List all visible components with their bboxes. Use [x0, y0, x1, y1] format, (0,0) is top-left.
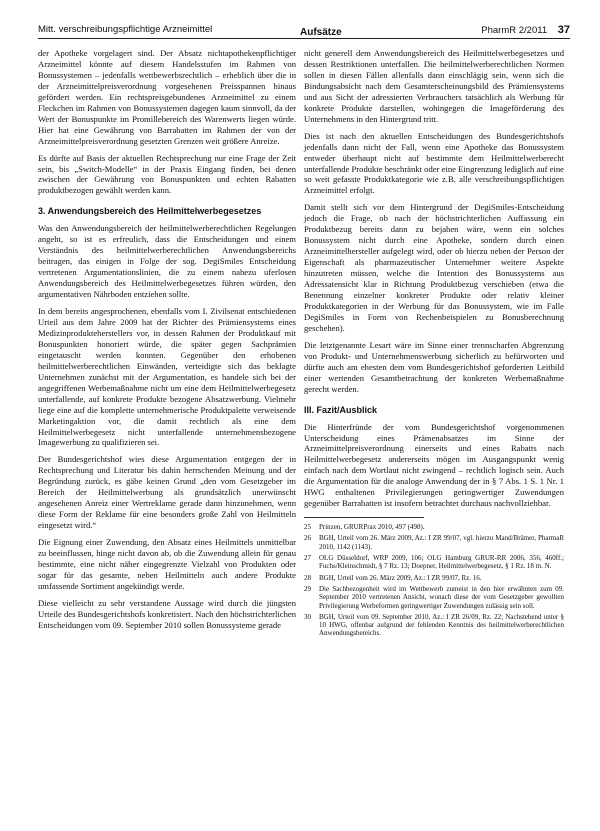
paragraph: Dies ist nach den aktuellen Entscheidungen des Bundesgerichtshofs jedenfalls dann nicht der Fall, wenn eine Apotheke das Bonussystem entweder überhaupt nicht auf bestimmte dem Heilmittelwerberecht unterfallende Produkte beschränkt oder eine Eingrenzung lediglich auf eine so weit gefasste Produktkategorie wie z.B. alle verschreibungspflichtigen Arzneimittel erfolgt. — [304, 130, 564, 196]
paragraph: Was den Anwendungsbereich der heilmittelwerberechtlichen Regelungen angeht, so ist es erfreulich, dass die Entscheidungen und einem Verständnis des heilmittelwerberechtlichen Anwendungsbereichs beitragen, das einigen in Folge der sog. DegiSmiles Entscheidung vertretenen Argumentationslinien, die zu einem nahezu uferlosen Anwendungsbereich des Heilmittelwerbegesetzes führen würden, den argumentativen Nährboden entziehen sollte. — [38, 223, 296, 300]
page-number: 37 — [557, 24, 570, 36]
section-heading: 3. Anwendungsbereich des Heilmittelwerbegesetzes — [38, 206, 262, 217]
footnote: 30 BGH, Urteil vom 09. September 2010, Az.: I ZR 26/09, Rz. 22; Nachstehend unter § 10 HWG, offenbar aufgrund der fehlenden Kenntnis des heilmittelwerberechtlichen Anwendungsbereichs. — [304, 612, 564, 638]
section-label: Aufsätze — [300, 27, 342, 38]
footnote: 29 Die Sachbezogenheit wird im Wettbewerb zumeist in den hier erwähnten zum 09. September 2010 vertretenen Ansicht, wonach diese der vom Gesetzgeber gewollten Privilegierung Werbeformen geringwertiger Zuwendungen zulässig sein soll. — [304, 584, 564, 610]
paragraph: Die letztgenannte Lesart wäre im Sinne einer trennscharfen Abgrenzung von Produkt- und Unternehmenswerbung sicherlich zu befürworten und dürfte auch am ehesten dem vom Bundesgerichtshof geforderten Leitbild einer wertenden Gesamtbetrachtung der konkreten Werbemaßnahme gerecht werden. — [304, 339, 564, 394]
paragraph: Der Bundesgerichtshof wies diese Argumentation entgegen der in Rechtsprechung und Literatur bis dahin herrschenden Meinung und der Begründung zurück, es gäbe keinen Grund „den vom Gesetzgeber im Bereich der Heilmittelwerbung als grundsätzlich unerwünscht angesehenen Anreiz einer Wertreklame gerade dann hinzunehmen, wenn diese Form der Reklame für eine besonders große Zahl von Heilmitteln eingesetzt wird.“ — [38, 454, 296, 531]
journal-ref — [481, 24, 570, 36]
paragraph: Diese vielleicht zu sehr verstandene Aussage wird durch die jüngsten Urteile des Bundesgerichtshofs konkretisiert. Nach den höchstrichterlichen Entscheidungen vom 09. September 2010 sollen Bonussysteme gerade — [38, 597, 296, 630]
running-title: Mitt. verschreibungspflichtige Arzneimittel — [38, 24, 213, 35]
paragraph: Damit stellt sich vor dem Hintergrund der DegiSmiles-Entscheidung jedoch die Frage, ob nach der höchstrichterlichen Auffassung ein Produktbezug bereits dann zu bejahen wäre, wenn ein solches Bonussystem nicht durch eine Apotheke, sondern durch einen Arzneimittelhersteller aufgelegt wird, oder ob hierzu neben der Person der Eigenschaft als pharmazeutischer Unternehmer weitere Aspekte hinzutreten müssen, welche die Intention des Bonussystems aus Adressatensicht klar in Richtung Produktbezug verschieben (etwa die Benennung einzelner konkreter Produkte oder relativ kleiner Produktkategorien in der Werbung für das Bonussystem, wie im Falle DegiSmiles in Form von Rechenbeispielen zu Bonusberechnung geschehen). — [304, 202, 564, 333]
journal-issue: PharmR 2/2011 — [481, 25, 548, 36]
paragraph: Die Hinterfründe der vom Bundesgerichtshof vorgenommenen Unterscheidung eines Prämenabsatzes im Sinne der Arzneimittelpreisverordnung einerseits und eines Rabatts nach Heilmittelwerbegesetz andererseits mögen im Ausgangspunkt wenig einfach nach dem Wortlaut nicht zwingend – rechtlich logisch sein. Auch die Argumentation für die analoge Anwendung der in § 7 Abs. 1 S. 1 Nr. 1 HWG enthaltenen Privilegierungen geringwertiger Zuwendungen gegenüber Barrabatten ist insofern betrachtet durchaus nachvollziehbar. — [304, 421, 564, 509]
paragraph: der Apotheke vorgelagert sind. Der Absatz nichtapothekenpflichtiger Arzneimittel könnte auf diesem Handelsstufen im Rahmen von Bonussystemen – jedenfalls wettbewerbsrechtlich – erheblich über die in der Arzneimittelpreisverordnung vorgesehenen Preisspannen hinaus gefördert werden. Ein rechtspreisgebundenes Arzneimittel zu einem Fleckchen im Rahmen von Bonussystemen dagegen kaum sinnvoll, da der Wert der Bonuspunkte im Promillebereich des Warenwerts liegen würde. Hier hat eine Gewährung von Barrabatten im Rahmen der von der Arzneimittelpreisverordnung gesetzten Grenzen weit größere Anreize. — [38, 48, 296, 146]
paragraph: Es dürfte auf Basis der aktuellen Rechtsprechung nur eine Frage der Zeit sein, bis „Switch-Modelle“ in der Praxis Eingang finden, bei denen zwischen der Gewährung von Bonuspunkten und echten Rabatten produktbezogen gewählt werden kann. — [38, 152, 296, 196]
paragraph: Die Eignung einer Zuwendung, den Absatz eines Heilmittels unmittelbar zu beeinflussen, hinge nicht davon ab, ob die Zuwendung allein für genau bestimmte, eine nicht näher eingegrenzte Vielzahl von Produkten oder sogar für das gesamte, neben Heilmitteln auch andere Produkte umfassende Sortiment angekündigt werde. — [38, 537, 296, 591]
right-column — [304, 48, 564, 641]
header-rule — [38, 38, 570, 39]
footnote: 27 OLG Düsseldorf, WRP 2009, 106; OLG Hamburg GRUR-RR 2006, 356, 460ff.; Fuchs/Kleinschmidt, § 7 Rz. 13; Doepner, Heilmittelwerbegesetz, § 1 Rz. 18 m. N. — [304, 554, 564, 571]
footnote: 26 BGH, Urteil vom 26. März 2009, Az.: I ZR 99/07, vgl. hierzu Mand/Brämer, PharmaR 2010, 1142 (1143). — [304, 534, 564, 551]
page-header — [38, 20, 570, 42]
footnote: 28 BGH, Urteil vom 26. März 2009, Az.: I ZR 99/07, Rz. 16. — [304, 573, 482, 582]
paragraph: nicht generell dem Anwendungsbereich des Heilmittelwerbegesetzes und dessen Restriktionen unterfallen. Die heilmittelwerberechtlichen Normen sollen in diesen Fällen allenfalls dann einschlägig sein, wenn sich die Bindungsabsicht nach dem Gesamterscheinungsbild des Prämiensystems und aus Sicht der adressierten Verbrauchers tatsächlich als Werbung für konkrete Produkte darstellen, wohingegen die Imageförderung des Unternehmens in den Hintergrund tritt. — [304, 48, 564, 124]
section-heading: III. Fazit/Ausblick — [304, 404, 378, 415]
left-column — [38, 48, 296, 637]
footnote: 25 Prinzen, GRURPrax 2010, 497 (498). — [304, 523, 425, 532]
paragraph: In dem bereits angesprochenen, ebenfalls vom I. Zivilsenat entschiedenen Urteil aus dem Jahre 2009 hat der Richter des Prämiensystems eines Medizinprodukteherstellers vor, in dessen Rahmen der Produktkauf mit Bonuspunkten honoriert würde, die später gegen Sachprämien eingetauscht werden konnten. Gegenüber den erhobenen heilmittelwerberechtlichen Einwänden, verteidigte sich das beklagte Unternehmen zunächst mit der Argumentation, es handele sich bei der angegriffenen Werbemaßnahme nicht um eine dem Heilmittelwerbegesetz unterfallende, auf konkrete Produkte bezogene Absatzwerbung. Vielmehr liege eine auf die komplette unternehmerische Produktpalette verweisende Marketingaktion vor, die damit rechtlich als eine dem Heilmittelwerbegesetz nicht unterfallende unternehmensbezogene Imagewerbung zu qualifizieren sei. — [38, 306, 296, 448]
footnote-rule — [304, 517, 424, 518]
